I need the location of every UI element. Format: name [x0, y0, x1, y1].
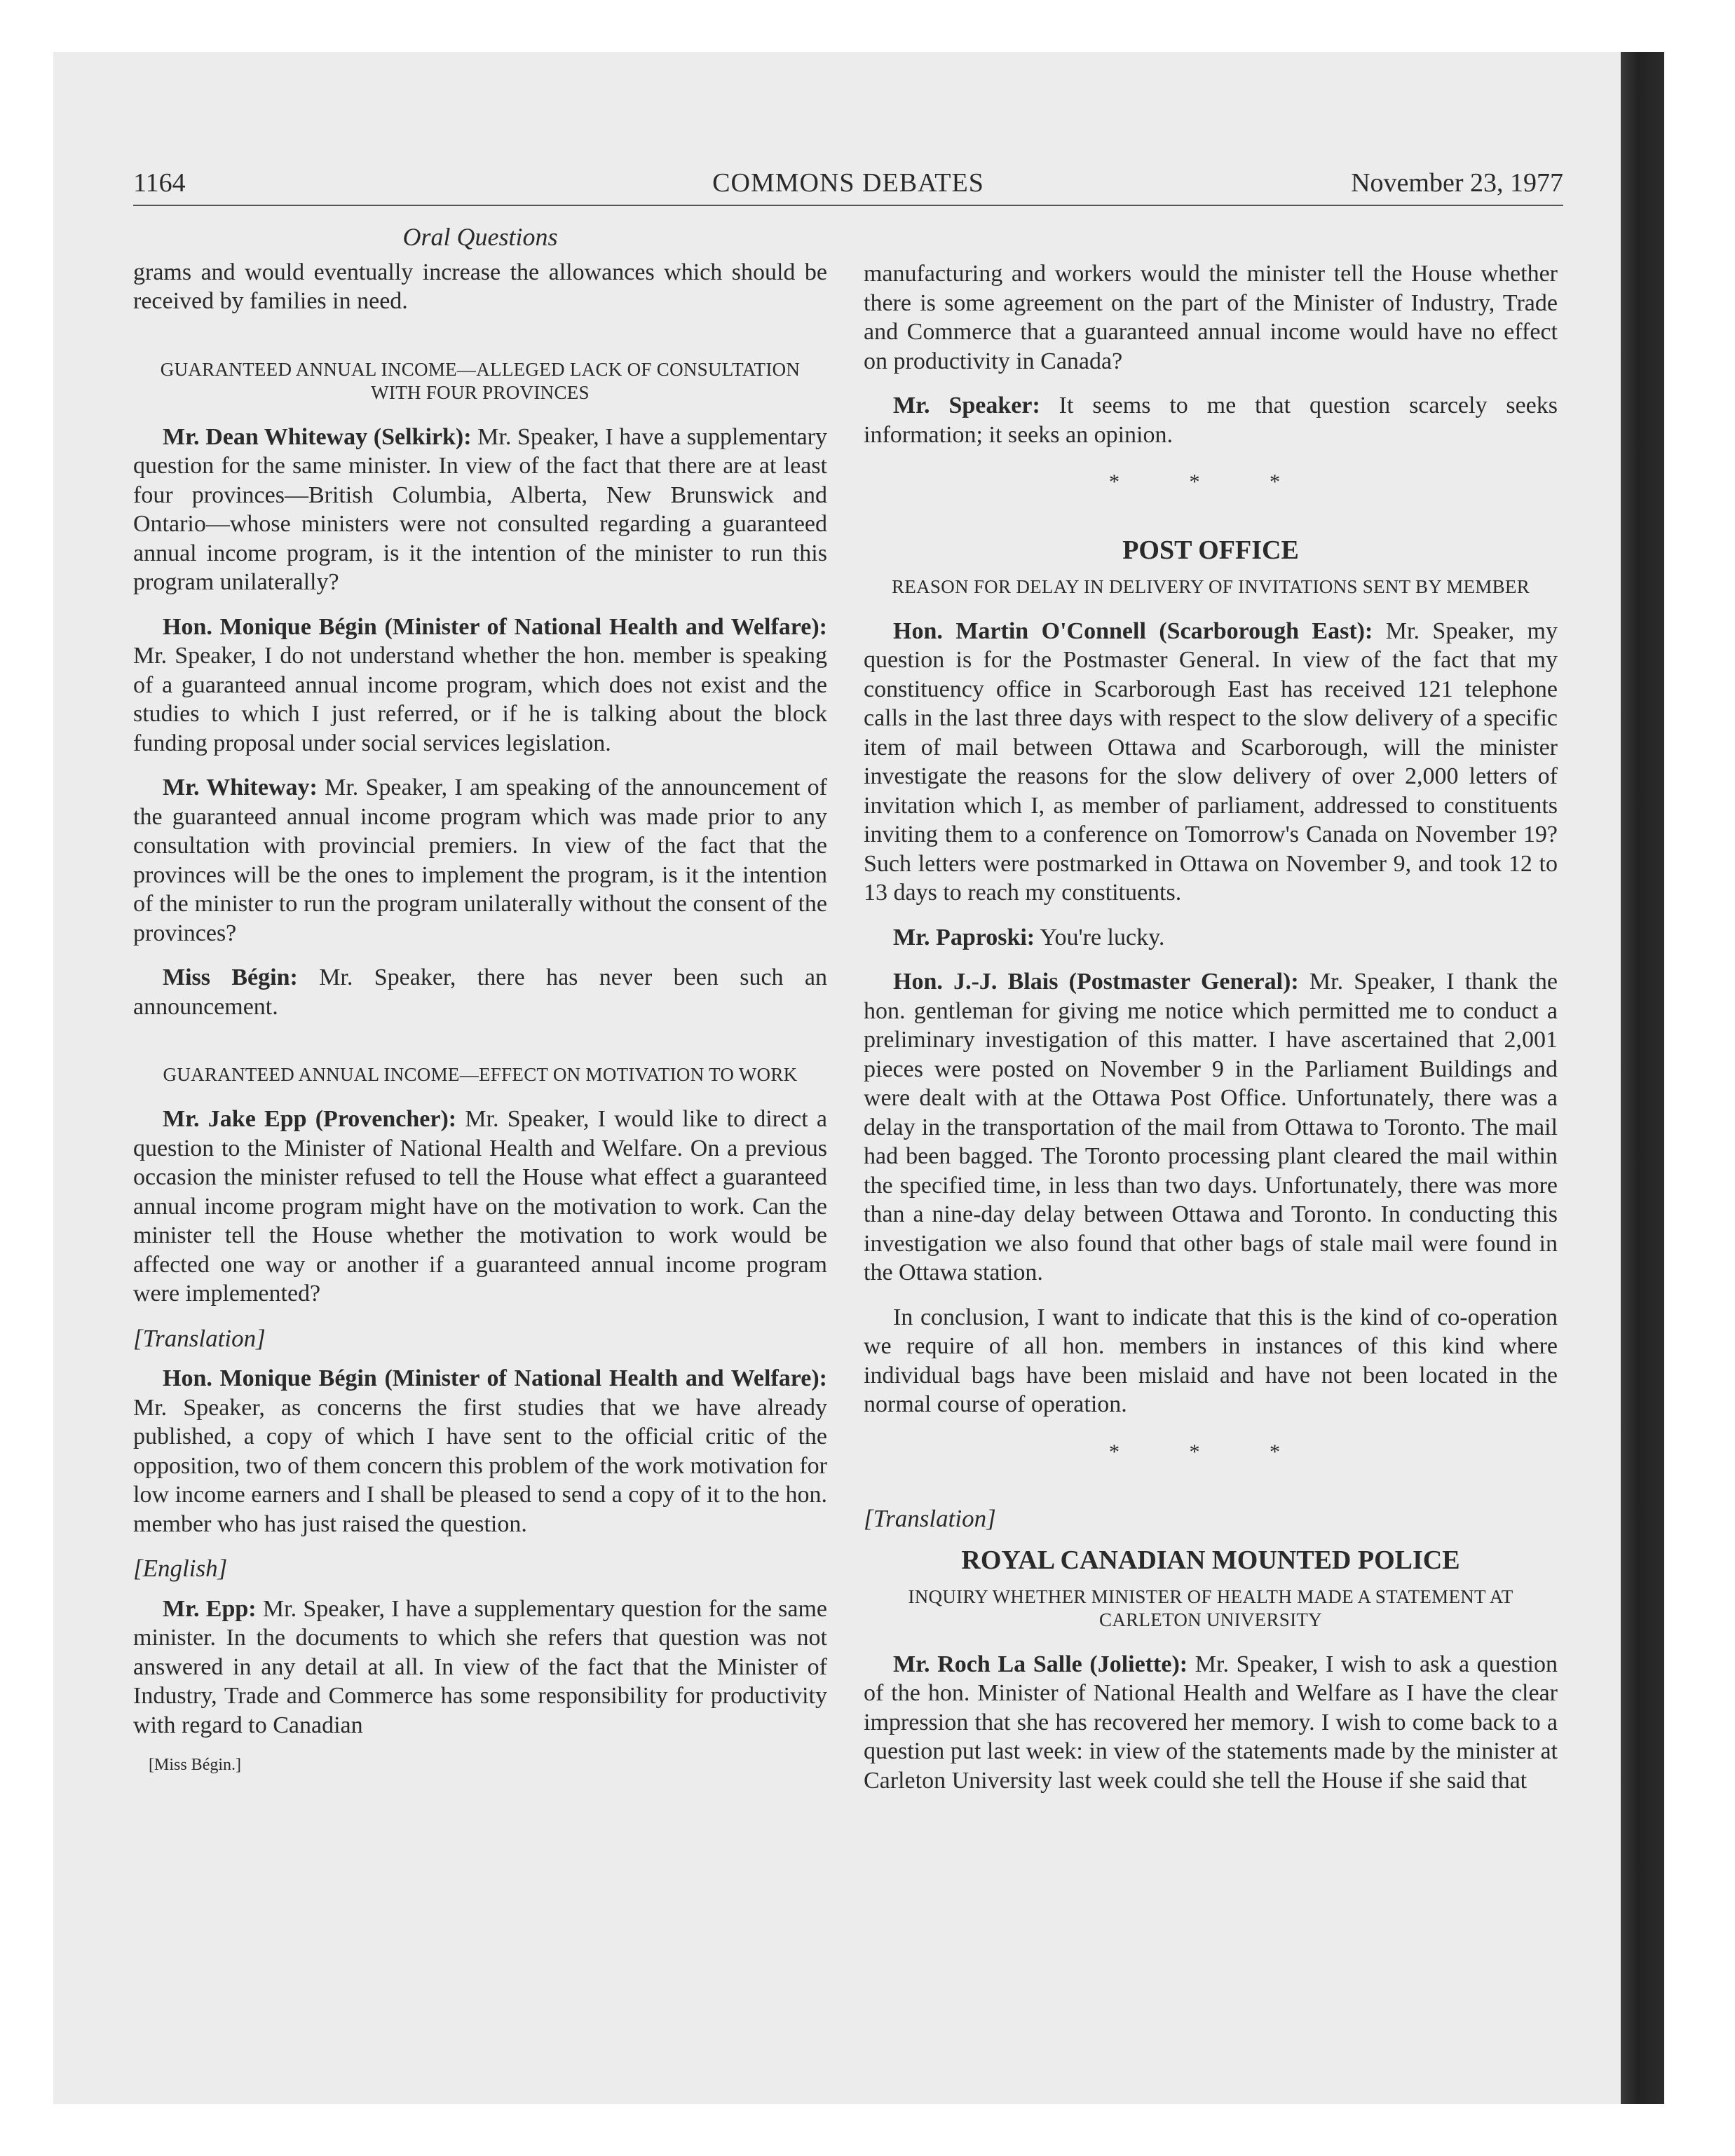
- publication-title: COMMONS DEBATES: [712, 168, 984, 198]
- speech-text: Mr. Speaker, I wish to ask a question of the hon. Minister of National Health and Welfare as I have the clear impression that she has recovered her memory. I wish to come back to a question put last week: in view of the statements made by the minister at Carleton University last week could she tell the House if she said that: [864, 1651, 1558, 1794]
- speaker-name: Mr. Paproski:: [893, 924, 1035, 950]
- speaker-name: Hon. Monique Bégin (Minister of National Health and Welfare):: [163, 1365, 827, 1391]
- language-note: [Translation]: [864, 1505, 996, 1532]
- paragraph: [864, 923, 1558, 953]
- subheading: GUARANTEED ANNUAL INCOME—EFFECT ON MOTIVATION TO WORK: [163, 1064, 798, 1085]
- speaker-name: Mr. Roch La Salle (Joliette):: [893, 1651, 1188, 1677]
- subheading: INQUIRY WHETHER MINISTER OF HEALTH MADE A STATEMENT AT CARLETON UNIVERSITY: [908, 1585, 1513, 1630]
- paragraph: manufacturing and workers would the minister tell the House whether there is some agreement on the part of the Minister of Industry, Trade and Commerce that a guaranteed annual income would have no effect on productivity in Canada?: [864, 261, 1558, 374]
- language-note: [English]: [133, 1555, 228, 1582]
- speech-text: Mr. Speaker, I am speaking of the announcement of the guaranteed annual income program which was made prior to any consultation with provincial premiers. In view of the fact that the provinces will be the ones to implement the program, is it the intention of the minister to run the program unilaterally without the consent of the provinces?: [133, 775, 827, 946]
- major-heading: ROYAL CANADIAN MOUNTED POLICE: [961, 1545, 1460, 1575]
- speaker-name: Mr. Whiteway:: [163, 775, 318, 800]
- section-separator: * * *: [1109, 1440, 1312, 1464]
- speech-text: Mr. Speaker, I do not understand whether the hon. member is speaking of a guaranteed annual income program, which does not exist and the studies to which I just referred, or if he is talking about the block funding proposal under social services legislation.: [133, 643, 827, 756]
- subheading: GUARANTEED ANNUAL INCOME—ALLEGED LACK OF CONSULTATION WITH FOUR PROVINCES: [160, 358, 801, 403]
- speech-text: Mr. Speaker, there has never been such an announcement.: [133, 964, 827, 1020]
- paragraph: [133, 963, 827, 1021]
- paragraph: grams and would eventually increase the allowances which should be received by families in need.: [133, 259, 827, 314]
- section-separator: * * *: [1109, 470, 1312, 493]
- paragraph: [864, 617, 1558, 908]
- footnote: [Miss Bégin.]: [149, 1756, 241, 1774]
- paragraph: [133, 773, 827, 948]
- speaker-name: Mr. Epp:: [163, 1595, 257, 1622]
- speaker-name: Mr. Speaker:: [893, 393, 1040, 418]
- page-number: 1164: [133, 168, 186, 198]
- subheading: REASON FOR DELAY IN DELIVERY OF INVITATIONS SENT BY MEMBER: [891, 575, 1530, 597]
- speaker-name: Hon. J.-J. Blais (Postmaster General):: [893, 969, 1299, 995]
- speech-text: You're lucky.: [1035, 924, 1165, 950]
- paragraph: [133, 613, 827, 758]
- speech-text: Mr. Speaker, I have a supplementary question for the same minister. In the documents to which she refers that question was not answered in any detail at all. In view of the fact that the Minister of Industry, Trade and Commerce has some responsibility for productivity with regard to Canadian: [133, 1595, 827, 1738]
- section-tag: Oral Questions: [402, 223, 558, 251]
- speaker-name: Mr. Jake Epp (Provencher):: [163, 1106, 457, 1132]
- paragraph: [864, 1650, 1558, 1796]
- major-heading: POST OFFICE: [1122, 535, 1299, 565]
- speaker-name: Miss Bégin:: [163, 964, 298, 990]
- speech-text: Mr. Speaker, I thank the hon. gentleman for giving me notice which permitted me to conduct a preliminary investigation of this matter. I have ascertained that 2,001 pieces were posted on November 9 in the Parliament Buildings and were dealt with at the Ottawa Post Office. Unfortunately, there was a delay in the transportation of the mail from Ottawa to Toronto. The mail had been bagged. The Toronto processing plant cleared the mail within the specified time, in less than two days. Unfortunately, there was more than a nine-day delay between Ottawa and Toronto. In conducting this investigation we also found that other bags of stale mail were found in the Ottawa station.: [864, 969, 1558, 1285]
- left-column: [133, 223, 827, 1780]
- speaker-name: Mr. Dean Whiteway (Selkirk):: [163, 423, 472, 450]
- running-header: [133, 165, 1563, 206]
- paragraph: [133, 1105, 827, 1309]
- paragraph: [133, 423, 827, 597]
- speech-text: Mr. Speaker, I have a supplementary question for the same minister. In view of the fact that there are at least four provinces—British Columbia, Alberta, New Brunswick and Ontario—whose ministers were not consulted regarding a guaranteed annual income program, is it the intention of the minister to run this program unilaterally?: [133, 423, 827, 595]
- paragraph: [133, 1595, 827, 1740]
- right-column: [864, 259, 1558, 1810]
- speech-text: It seems to me that question scarcely seeks information; it seeks an opinion.: [864, 393, 1558, 448]
- speaker-name: Hon. Martin O'Connell (Scarborough East):: [893, 618, 1373, 644]
- scan-edge-shadow: [1621, 52, 1664, 2104]
- speech-text: Mr. Speaker, my question is for the Postmaster General. In view of the fact that my constituency office in Scarborough East has received 121 telephone calls in the last three days with respect to the slow delivery of a specific item of mail between Ottawa and Scarborough, will the minister investigate the reasons for the slow delivery of over 2,000 letters of invitation which I, as member of parliament, addressed to constituents inviting them to a conference on Tomorrow's Canada on November 19? Such letters were postmarked in Ottawa on November 9, and took 12 to 13 days to reach my constituents.: [864, 618, 1558, 906]
- publication-date: November 23, 1977: [1351, 168, 1563, 198]
- paragraph: In conclusion, I want to indicate that this is the kind of co-operation we require of all hon. members in instances of this kind where individual bags have been mislaid and have not been located in the normal course of operation.: [864, 1304, 1558, 1417]
- language-note: [Translation]: [133, 1324, 266, 1352]
- speech-text: Mr. Speaker, I would like to direct a question to the Minister of National Health and Welfare. On a previous occasion the minister refused to tell the House what effect a guaranteed annual income program might have on the motivation to work. Can the minister tell the House whether the motivation to work would be affected one way or another if a guaranteed annual income program were implemented?: [133, 1106, 828, 1306]
- paragraph: [864, 967, 1558, 1288]
- paragraph: [864, 391, 1558, 449]
- speech-text: Mr. Speaker, as concerns the first studies that we have already published, a copy of which I have sent to the official critic of the opposition, two of them concern this problem of the work motivation for low income earners and I shall be pleased to send a copy of it to the hon. member who has just raised the question.: [133, 1394, 827, 1537]
- paragraph: [133, 1364, 827, 1538]
- speaker-name: Hon. Monique Bégin (Minister of National Health and Welfare):: [163, 613, 827, 640]
